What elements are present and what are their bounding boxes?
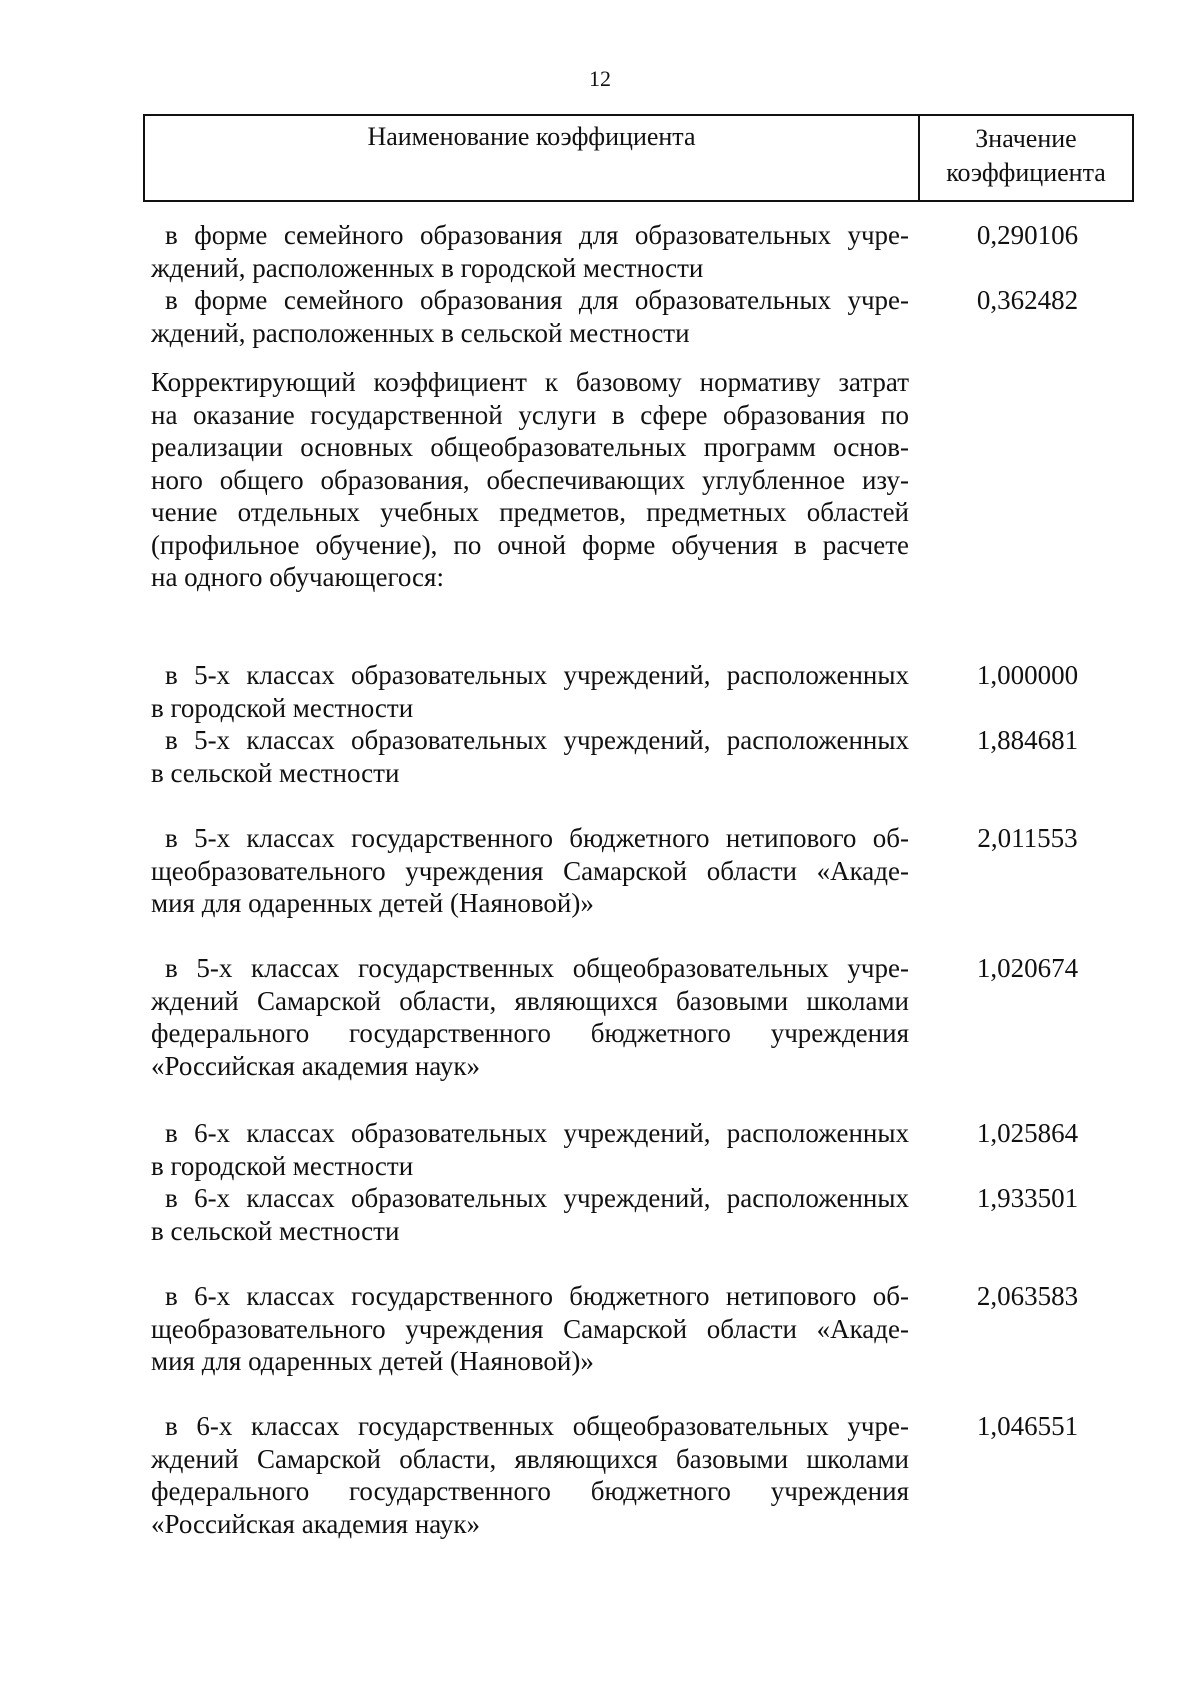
row-value: 0,290106 — [976, 220, 1079, 250]
row-line: в сельской местности — [151, 757, 400, 788]
row-text — [151, 219, 909, 284]
row-text — [151, 724, 909, 789]
row-line: в 5-х классах государственных общеобразовательных учре- — [165, 953, 909, 983]
row-line: мия для одаренных детей (Наяновой)» — [151, 888, 594, 918]
row-line: в 5-х классах образовательных учреждений, расположенных — [165, 660, 909, 690]
row-line: ждений, расположенных в городской местности — [151, 252, 704, 283]
row-line: щеобразовательного учреждения Самарской области «Акаде- — [151, 855, 909, 886]
row-line: ждений, расположенных в сельской местности — [151, 317, 690, 348]
row-text — [151, 1117, 909, 1182]
row-line: в форме семейного образования для образовательных учре- — [165, 285, 909, 315]
row-line: в городской местности — [151, 692, 414, 723]
row-value: 2,011553 — [977, 823, 1078, 853]
row-value: 1,933501 — [976, 1183, 1079, 1213]
row-line: федерального государственного бюджетного учреждения — [151, 1018, 909, 1048]
row-value: 1,000000 — [976, 660, 1079, 690]
row-line: «Российская академия наук» — [151, 1050, 481, 1081]
row-value: 1,020674 — [976, 953, 1079, 983]
row-value: 1,025864 — [976, 1118, 1079, 1148]
row-text — [151, 284, 909, 349]
row-line: реализации основных общеобразовательных программ основ- — [151, 432, 909, 462]
row-line: в сельской местности — [151, 1215, 400, 1246]
row-value: 1,046551 — [976, 1411, 1079, 1441]
header-value-line2: коэффициента — [946, 158, 1106, 187]
row-line: мия для одаренных детей (Наяновой)» — [151, 1346, 594, 1376]
row-value: 2,063583 — [976, 1281, 1079, 1311]
row-line: на оказание государственной услуги в сфере образования по — [151, 399, 909, 430]
row-line: Корректирующий коэффициент к базовому нормативу затрат — [151, 367, 909, 397]
row-line: в 6-х классах государственного бюджетного нетипового об- — [165, 1281, 909, 1311]
row-line: щеобразовательного учреждения Самарской области «Акаде- — [151, 1313, 909, 1344]
row-line: ного общего образования, обеспечивающих углубленное изу- — [151, 464, 909, 495]
row-line: в 6-х классах государственных общеобразовательных учре- — [165, 1411, 909, 1441]
row-line: в городской местности — [151, 1150, 414, 1181]
row-line: ждений Самарской области, являющихся базовыми школами — [151, 985, 909, 1016]
row-line: в 6-х классах образовательных учреждений, расположенных — [165, 1118, 909, 1148]
row-text — [151, 659, 909, 724]
header-value-line1: Значение — [975, 124, 1077, 153]
row-line: в 5-х классах государственного бюджетного нетипового об- — [165, 823, 909, 853]
row-line: на одного обучающегося: — [151, 562, 444, 592]
row-line: ждений Самарской области, являющихся базовыми школами — [151, 1443, 909, 1474]
row-text — [151, 1280, 909, 1378]
row-line: (профильное обучение), по очной форме обучения в расчете — [151, 529, 909, 560]
row-text — [151, 1410, 909, 1540]
row-line: «Российская академия наук» — [151, 1508, 481, 1539]
row-line: в 6-х классах образовательных учреждений, расположенных — [165, 1183, 909, 1213]
row-value: 1,884681 — [976, 725, 1079, 755]
row-text — [151, 822, 909, 920]
page-number: 12 — [589, 66, 611, 91]
row-line: в форме семейного образования для образовательных учре- — [165, 220, 909, 250]
row-line: в 5-х классах образовательных учреждений, расположенных — [165, 725, 909, 755]
row-line: чение отдельных учебных предметов, предметных областей — [151, 497, 909, 527]
row-text — [151, 1182, 909, 1247]
table-header — [143, 114, 1134, 202]
coefficient-heading — [151, 366, 909, 594]
row-line: федерального государственного бюджетного учреждения — [151, 1476, 909, 1506]
header-name-column: Наименование коэффициента — [367, 122, 696, 151]
header-value-column — [920, 122, 1132, 190]
row-value: 0,362482 — [976, 285, 1079, 315]
row-text — [151, 952, 909, 1082]
